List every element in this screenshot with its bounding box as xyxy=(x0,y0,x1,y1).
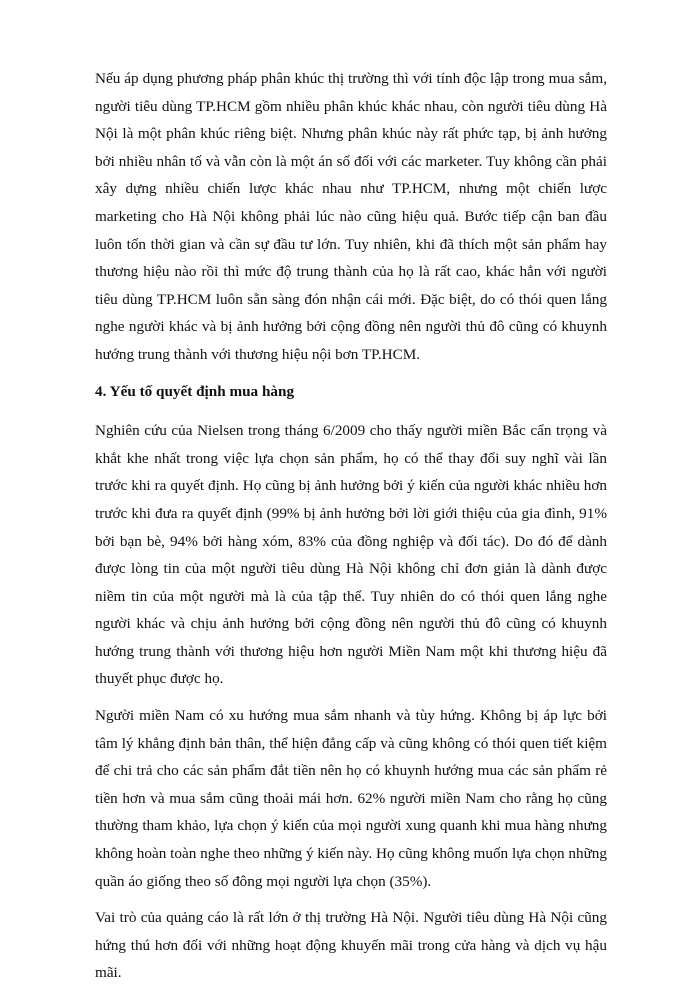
paragraph-southern-consumers: Người miền Nam có xu hướng mua sắm nhanh và tùy hứng. Không bị áp lực bởi tâm lý khẳng định bản thân, thể hiện đẳng cấp và cũng không có thói quen tiết kiệm để chi trả cho các sản phẩm đắt tiền nên họ có khuynh hướng mua các sản phẩm rẻ tiền hơn và mua sắm cũng thoải mái hơn. 62% người miền Nam cho rằng họ cũng thường tham khảo, lựa chọn ý kiến của mọi người xung quanh khi mua hàng nhưng không hoàn toàn nghe theo những ý kiến này. Họ cũng không muốn lựa chọn những quần áo giống theo số đông mọi người lựa chọn (35%). xyxy=(95,707,607,890)
paragraph-market-segmentation: Nếu áp dụng phương pháp phân khúc thị trường thì với tính độc lập trong mua sắm, người tiêu dùng TP.HCM gồm nhiều phân khúc khác nhau, còn người tiêu dùng Hà Nội là một phân khúc riêng biệt. Nhưng phân khúc này rất phức tạp, bị ảnh hưởng bởi nhiều nhân tố và vẫn còn là một án số đối với các marketer. Tuy không cần phải xây dựng nhiều chiến lược khác nhau như TP.HCM, nhưng một chiến lược marketing cho Hà Nội không phải lúc nào cũng hiệu quả. Bước tiếp cận ban đầu luôn tốn thời gian và cần sự đầu tư lớn. Tuy nhiên, khi đã thích một sản phẩm hay thương hiệu nào rồi thì mức độ trung thành của họ là rất cao, khác hẳn với người tiêu dùng TP.HCM luôn sẵn sàng đón nhận cái mới. Đặc biệt, do có thói quen lắng nghe người khác và bị ảnh hưởng bởi cộng đồng nên người thủ đô cũng có khuynh hướng trung thành với thương hiệu nội bơn TP.HCM. xyxy=(95,70,607,363)
section-heading-purchase-factors: 4. Yếu tố quyết định mua hàng xyxy=(95,382,295,400)
paragraph-advertising-role: Vai trò của quảng cáo là rất lớn ở thị trường Hà Nội. Người tiêu dùng Hà Nội cũng hứng thú hơn đối với những hoạt động khuyến mãi trong cửa hàng và dịch vụ hậu mãi. xyxy=(95,909,607,982)
paragraph-nielsen-study: Nghiên cứu của Nielsen trong tháng 6/2009 cho thấy người miền Bắc cẩn trọng và khắt khe nhất trong việc lựa chọn sản phẩm, họ có thể thay đổi suy nghĩ vài lần trước khi ra quyết định. Họ cũng bị ảnh hưởng bởi ý kiến của người khác nhiều hơn trước khi đưa ra quyết định (99% bị ảnh hưởng bởi lời giới thiệu của gia đình, 91% bởi bạn bè, 94% bởi hàng xóm, 83% của đồng nghiệp và đối tác). Do đó để dành được lòng tin của một người tiêu dùng Hà Nội không chỉ đơn giản là dành được niềm tin của một người mà là của tập thể. Tuy nhiên do có thói quen lắng nghe người khác và chịu ảnh hưởng bởi cộng đồng nên người thủ đô cũng có khuynh hướng trung thành với thương hiệu hơn người Miền Nam một khi thương hiệu đã thuyết phục được họ. xyxy=(95,422,607,688)
document-body xyxy=(95,65,607,996)
